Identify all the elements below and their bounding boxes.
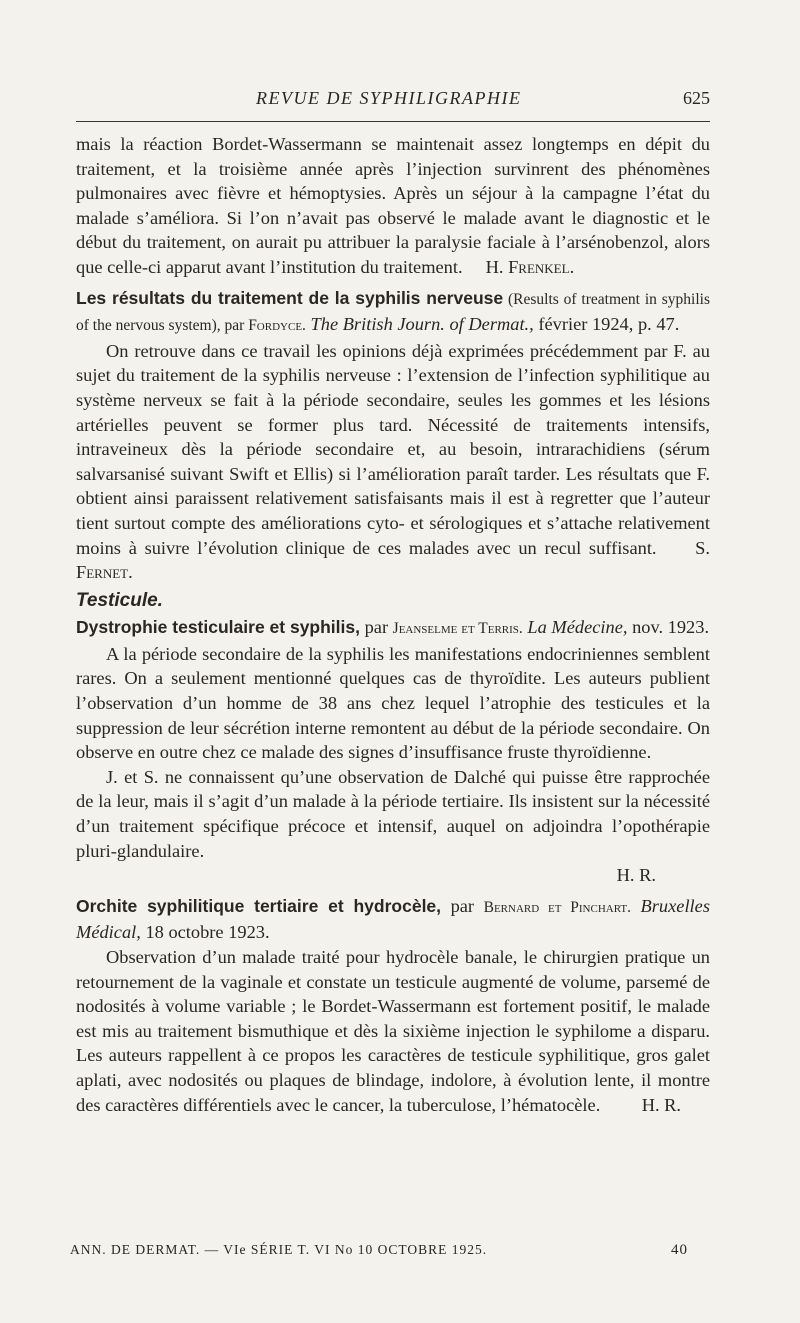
article-title: Dystrophie testiculaire et syphilis, — [76, 617, 360, 638]
paragraph-continuation — [76, 132, 710, 280]
section-heading: Testicule. — [76, 589, 163, 611]
article-journal: La Médecine, — [522, 617, 628, 638]
article-author: Fordyce. — [248, 317, 306, 335]
article-reference: par — [359, 617, 393, 638]
article-author: Bernard et Pinchart. — [483, 898, 631, 916]
article-date: nov. 1923. — [627, 617, 710, 638]
signature: H. Frenkel. — [485, 256, 575, 277]
signature: S. Fernet. — [76, 537, 710, 583]
footer-number: 40 — [671, 1242, 688, 1258]
page-number: 625 — [683, 88, 710, 108]
article-title: Orchite syphilitique tertiaire et hydrocèle, — [76, 895, 442, 916]
article-body — [76, 945, 710, 1117]
signature: H. R. — [641, 1094, 682, 1115]
footer-text: ANN. DE DERMAT. — VIe SÉRIE T. VI No 10 OCTOBRE 1925. — [70, 1242, 488, 1257]
page-footer — [70, 1242, 710, 1258]
paragraph-text: mais la réaction Bordet-Wassermann se maintenait assez longtemps en dépit du traitement, et la troisième année après l’injection survinrent des phénomènes pulmonaires avec fièvre et hémoptysies. Après un séjour à la campagne l’état du malade s’améliora. Si l’on n’avait pas observé le malade avant le diagnostic et le début du traitement, on aurait pu attribuer la paralysie faciale à l’arsénobenzol, alors que celle-ci apparut avant l’institution du traitement. — [76, 134, 710, 277]
article-journal: Bruxelles Médical, — [76, 895, 710, 943]
article-date: 18 octobre 1923. — [140, 922, 270, 943]
article-heading-jeanselme — [76, 615, 710, 642]
article-journal: The British Journ. of Dermat., — [305, 314, 534, 335]
article-reference: par — [441, 895, 484, 916]
article-heading-bernard — [76, 894, 710, 945]
header-rule — [76, 121, 710, 122]
body-text — [76, 132, 710, 1117]
article-title: Les résultats du traitement de la syphilis nerveuse — [76, 287, 504, 308]
signature: H. R. — [616, 865, 656, 886]
article-body: J. et S. ne connaissent qu’une observation de Dalché qui puisse être rapprochée de la leur, mais il s’agit d’un malade à la période tertiaire. Ils insistent sur la nécessité d’un traitement spécifique précoce et intensif, auquel on adjoindra l’opothérapie pluri-glandulaire. — [76, 766, 710, 861]
running-head — [76, 88, 710, 112]
article-reference: (Results of treatment in syphilis of the nervous system), par — [76, 290, 710, 335]
article-body: A la période secondaire de la syphilis les manifestations endocriniennes semblent rares. On a seulement mentionné quelques cas de thyroïdite. Les auteurs publient l’observation d’un homme de 38 ans chez lequel l’atrophie des testicules et la suppression de leur sécrétion interne remontent au début de la période secondaire. On observe en outre chez ce malade des signes d’insuffisance fruste thyroïdienne. — [76, 643, 710, 763]
article-body — [76, 339, 710, 585]
article-heading-fordyce — [76, 286, 710, 339]
article-date: février 1924, p. 47. — [533, 314, 680, 335]
paragraph-text: Observation d’un malade traité pour hydrocèle banale, le chirurgien pratique un retournement de la vaginale et constate un testicule augmenté de volume, parsemé de nodosités à volume variable ; le Bordet-Wassermann est fortement positif, le malade est mis au traitement bismuthique et dès la sixième injection le syphilome a disparu. Les auteurs rappellent à ce propos les caractères de testicule syphilitique, gros galet aplati, avec nodosités ou plaques de blindage, indolore, à évolution lente, il montre des caractères différentiels avec le cancer, la tuberculose, l’hématocèle. — [76, 947, 710, 1115]
paragraph-text: On retrouve dans ce travail les opinions déjà exprimées précédemment par F. au sujet du traitement de la syphilis nerveuse : l’extension de l’infection syphilitique au système nerveux se fait à la période secondaire, seules les gommes et les lésions artérielles peuvent se former plus tard. Nécessité de traitements intensifs, intraveineux dès la période secondaire et, au besoin, intrarachidiens (sérum salvarsanisé suivant Swift et Ellis) si l’amélioration paraît tarder. Les résultats que F. obtient ainsi paraissent relativement satisfaisants mais il est à regretter que l’auteur tient surtout compte des améliorations cyto- et sérologiques et s’attache relativement moins à suivre l’évolution clinique de ces malades avec un recul suffisant. — [76, 340, 710, 558]
article-author: Jeanselme et Terris. — [392, 620, 523, 638]
running-title: REVUE DE SYPHILIGRAPHIE — [256, 88, 522, 108]
